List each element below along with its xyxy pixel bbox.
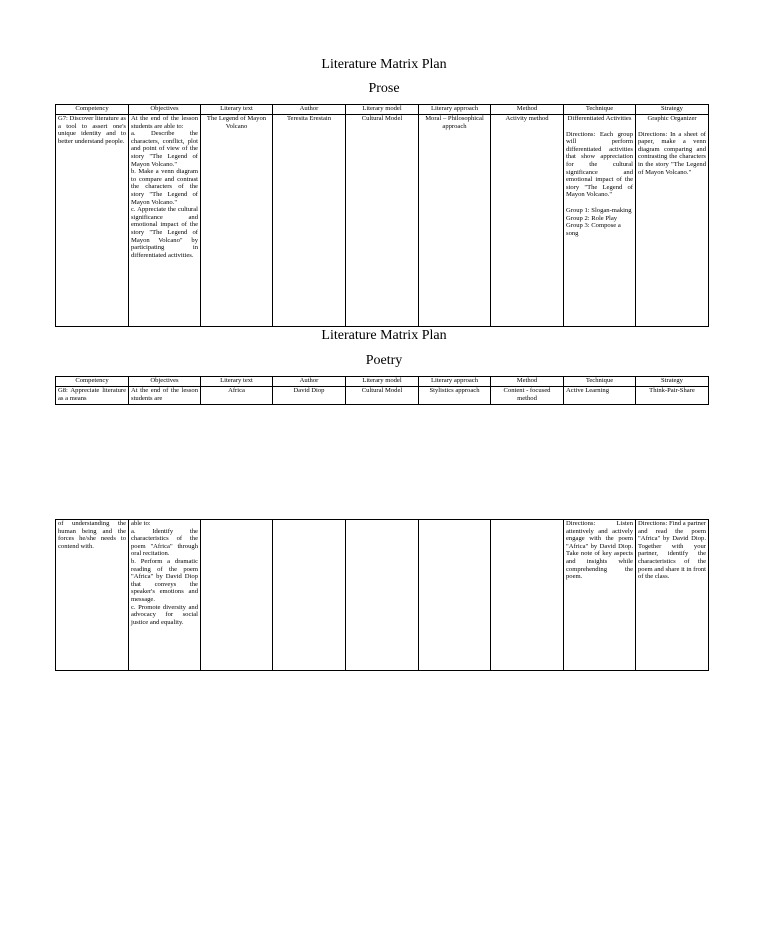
poetry-table-row <box>56 387 709 405</box>
header-literary-model: Literary model <box>346 105 419 115</box>
poetry-matrix-table <box>55 376 709 405</box>
prose-matrix-table <box>55 104 709 327</box>
header-method: Method <box>491 377 564 387</box>
poetry-strategy-cell-continued: Directions: Find a partner and read the poem "Africa" by David Diop. Together with your partner, identify the characteristics of the poem and share it in front of the class. <box>636 520 709 671</box>
header-literary-approach: Literary approach <box>419 377 491 387</box>
header-literary-text: Literary text <box>201 377 273 387</box>
header-technique: Technique <box>564 105 636 115</box>
poetry-literary-model-cell: Cultural Model <box>346 387 419 405</box>
prose-method-cell: Activity method <box>491 115 564 327</box>
poetry-section-title: Poetry <box>365 353 403 368</box>
prose-literary-text-cell: The Legend of Mayon Volcano <box>201 115 273 327</box>
prose-table-row <box>56 115 709 327</box>
prose-technique-cell <box>564 115 636 327</box>
poetry-matrix-table-continued <box>55 519 709 671</box>
poetry-competency-cell: G8: Appreciate literature as a means <box>56 387 129 405</box>
poetry-author-cell: David Diop <box>273 387 346 405</box>
prose-page-title: Literature Matrix Plan <box>321 57 447 72</box>
poetry-literary-model-cell-continued <box>346 520 419 671</box>
prose-technique-groups: Group 1: Slogan-making Group 2: Role Play Group 3: Compose a song <box>566 206 632 237</box>
prose-technique-title: Differentiated Activities <box>567 115 632 122</box>
poetry-author-cell-continued <box>273 520 346 671</box>
header-technique: Technique <box>564 377 636 387</box>
poetry-literary-text-cell: Africa <box>201 387 273 405</box>
prose-strategy-title: Graphic Organizer <box>647 115 697 122</box>
poetry-competency-cell-continued: of understanding the human being and the forces he/she needs to contend with. <box>56 520 129 671</box>
prose-objectives-cell: At the end of the lesson students are able to: a. Describe the characters, conflict, plot and point of view of the story "The Legend of Mayon Volcano." b. Make a venn diagram to compare and contrast the characters of the story "The Legend of Mayon Volcano." c. Appreciate the cultural significance and emotional impact of the story "The Legend of Mayon Volcano" by participating in differentiated activities. <box>129 115 201 327</box>
poetry-literary-text-cell-continued <box>201 520 273 671</box>
poetry-objectives-cell: At the end of the lesson students are <box>129 387 201 405</box>
header-literary-text: Literary text <box>201 105 273 115</box>
prose-header-row <box>56 105 709 115</box>
header-objectives: Objectives <box>129 105 201 115</box>
poetry-literary-approach-cell: Stylistics approach <box>419 387 491 405</box>
header-strategy: Strategy <box>636 377 709 387</box>
header-author: Author <box>273 377 346 387</box>
poetry-strategy-cell: Think-Pair-Share <box>636 387 709 405</box>
poetry-method-cell-continued <box>491 520 564 671</box>
header-literary-model: Literary model <box>346 377 419 387</box>
poetry-page-title: Literature Matrix Plan <box>321 328 447 343</box>
prose-competency-cell: G7: Discover literature as a tool to assert one's unique identity and to better understand people. <box>56 115 129 327</box>
prose-strategy-cell <box>636 115 709 327</box>
header-literary-approach: Literary approach <box>419 105 491 115</box>
header-competency: Competency <box>56 377 129 387</box>
prose-literary-model-cell: Cultural Model <box>346 115 419 327</box>
header-author: Author <box>273 105 346 115</box>
poetry-table-row-continued <box>56 520 709 671</box>
header-competency: Competency <box>56 105 129 115</box>
poetry-technique-cell: Active Learning <box>564 387 636 405</box>
poetry-method-cell: Content - focused method <box>491 387 564 405</box>
prose-literary-approach-cell: Moral – Philosophical approach <box>419 115 491 327</box>
prose-strategy-directions: Directions: In a sheet of paper, make a venn diagram comparing and contrasting the characters in the story "The Legend of Mayon Volcano." <box>638 130 706 176</box>
header-strategy: Strategy <box>636 105 709 115</box>
prose-section-title: Prose <box>368 81 400 96</box>
prose-author-cell: Teresita Erestain <box>273 115 346 327</box>
prose-technique-directions: Directions: Each group will perform differentiated activities that show appreciation for the cultural significance and emotional impact of the story "The Legend of Mayon Volcano." <box>566 130 633 199</box>
poetry-technique-cell-continued: Directions: Listen attentively and actively engage with the poem "Africa" by David Diop. Take note of key aspects and insights while comprehending the poem. <box>564 520 636 671</box>
poetry-header-row <box>56 377 709 387</box>
poetry-literary-approach-cell-continued <box>419 520 491 671</box>
header-method: Method <box>491 105 564 115</box>
poetry-objectives-cell-continued: able to: a. Identify the characteristics of the poem "Africa" through oral recitation. b. Perform a dramatic reading of the poem "Africa" by David Diop that conveys the speaker's emotions and message. c. Promote diversity and advocacy for social justice and equality. <box>129 520 201 671</box>
header-objectives: Objectives <box>129 377 201 387</box>
